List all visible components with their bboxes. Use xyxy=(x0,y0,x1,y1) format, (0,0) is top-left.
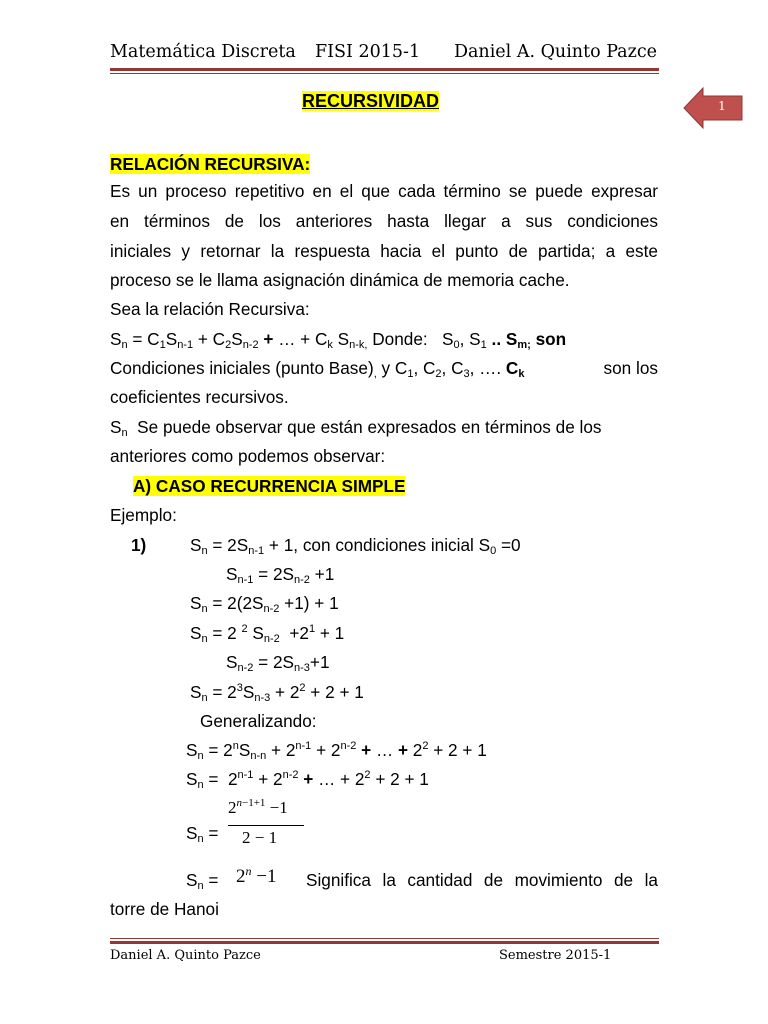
header-rule-thin xyxy=(110,73,659,74)
eq-step-3: $S_n = 2$ $^2$ $S_{n-2} +2^1 + 1$ xyxy=(190,623,345,645)
sea-line: Sea la relación Recursiva: xyxy=(110,299,310,319)
header-rule xyxy=(110,68,659,71)
eq-step-2: $S_n = 2(2S_{n-2} +1) + 1$ xyxy=(190,593,339,615)
page-number-badge xyxy=(683,86,743,130)
fraction-bar xyxy=(228,825,304,826)
footer-rule-thin xyxy=(110,938,659,939)
paragraph-line-1: Es un proceso repetitivo en el que cada término se puede expresar xyxy=(110,181,658,201)
footer-author: Daniel A. Quinto Pazce xyxy=(110,948,261,963)
header-author: Daniel A. Quinto Pazce xyxy=(453,42,657,62)
coef-line: coeficientes recursivos. xyxy=(110,387,289,407)
fraction-numerator: $2^{n-1+1} -1$ xyxy=(228,797,288,817)
eq-step-5: $S_n = 2^3S_{n-3} + 2^2 + 2 + 1$ xyxy=(190,682,364,704)
fraction-denominator: 2 − 1 xyxy=(242,828,278,847)
page-number: 1 xyxy=(718,99,726,113)
paragraph-line-3: iniciales y retornar la respuesta hacia el punto de partida; a este xyxy=(110,241,658,261)
significa-line: Significa la cantidad de movimiento de la xyxy=(306,870,658,890)
conditions-line: Condiciones iniciales (punto $Base)_,$ y $C_1$, $C_2$, $C_3$, …. $C_k$ son los xyxy=(110,358,658,380)
header-course: Matemática Discreta xyxy=(110,42,296,62)
paragraph-line-2: en términos de los anteriores hasta llegar a sus condiciones xyxy=(110,211,658,231)
torre-line: torre de Hanoi xyxy=(110,899,219,919)
section-heading: RELACIÓN RECURSIVA: xyxy=(110,154,311,174)
observe-line-1: $S_n$ Se puede observar que están expresados en términos de los xyxy=(110,417,602,439)
eq-step-1: $S_{n-1} = 2S_{n-2} +1$ xyxy=(226,564,335,586)
eq-base: $S_n = 2S_{n-1} + 1$, con condiciones inicial $S_0 =0$ xyxy=(190,535,521,557)
paragraph-line-4: proceso se le llama asignación dinámica de memoria cache. xyxy=(110,270,570,290)
recurrence-definition: $S_n = C_1S_{n-1} + C_2S_{n-2}$ + … + $C_k$ $S_{n-k,}$ Donde: $S_0$, $S_1$ .. $S_{m;}$ son xyxy=(110,329,567,351)
generalizando-label: Generalizando: xyxy=(200,711,317,731)
observe-line-2: anteriores como podemos observar: xyxy=(110,446,386,466)
eq-final-rhs: $2^n -1$ xyxy=(236,864,277,887)
subsection-heading: A) CASO RECURRENCIA SIMPLE xyxy=(133,476,406,496)
eq-general-2: $S_n = 2^{n-1} + 2^{n-2}$ + … + $2^2 + 2 + 1$ xyxy=(186,769,429,791)
eq-final-lhs: $S_n$ = xyxy=(186,870,219,892)
example-number: 1) xyxy=(131,535,147,555)
eq-general-1: $S_n = 2^nS_{n-n} + 2^{n-1} + 2^{n-2}$ + … + $2^2 + 2 + 1$ xyxy=(186,740,487,762)
page-title: RECURSIVIDAD xyxy=(302,91,440,111)
eq-fraction-lhs: $S_n$ = xyxy=(186,823,219,845)
footer-rule xyxy=(110,941,659,944)
footer-semester: Semestre 2015-1 xyxy=(499,948,612,963)
header-term: FISI 2015-1 xyxy=(315,42,421,62)
eq-step-4: $S_{n-2} = 2S_{n-3}+1$ xyxy=(226,652,330,674)
ejemplo-label: Ejemplo: xyxy=(110,505,177,525)
